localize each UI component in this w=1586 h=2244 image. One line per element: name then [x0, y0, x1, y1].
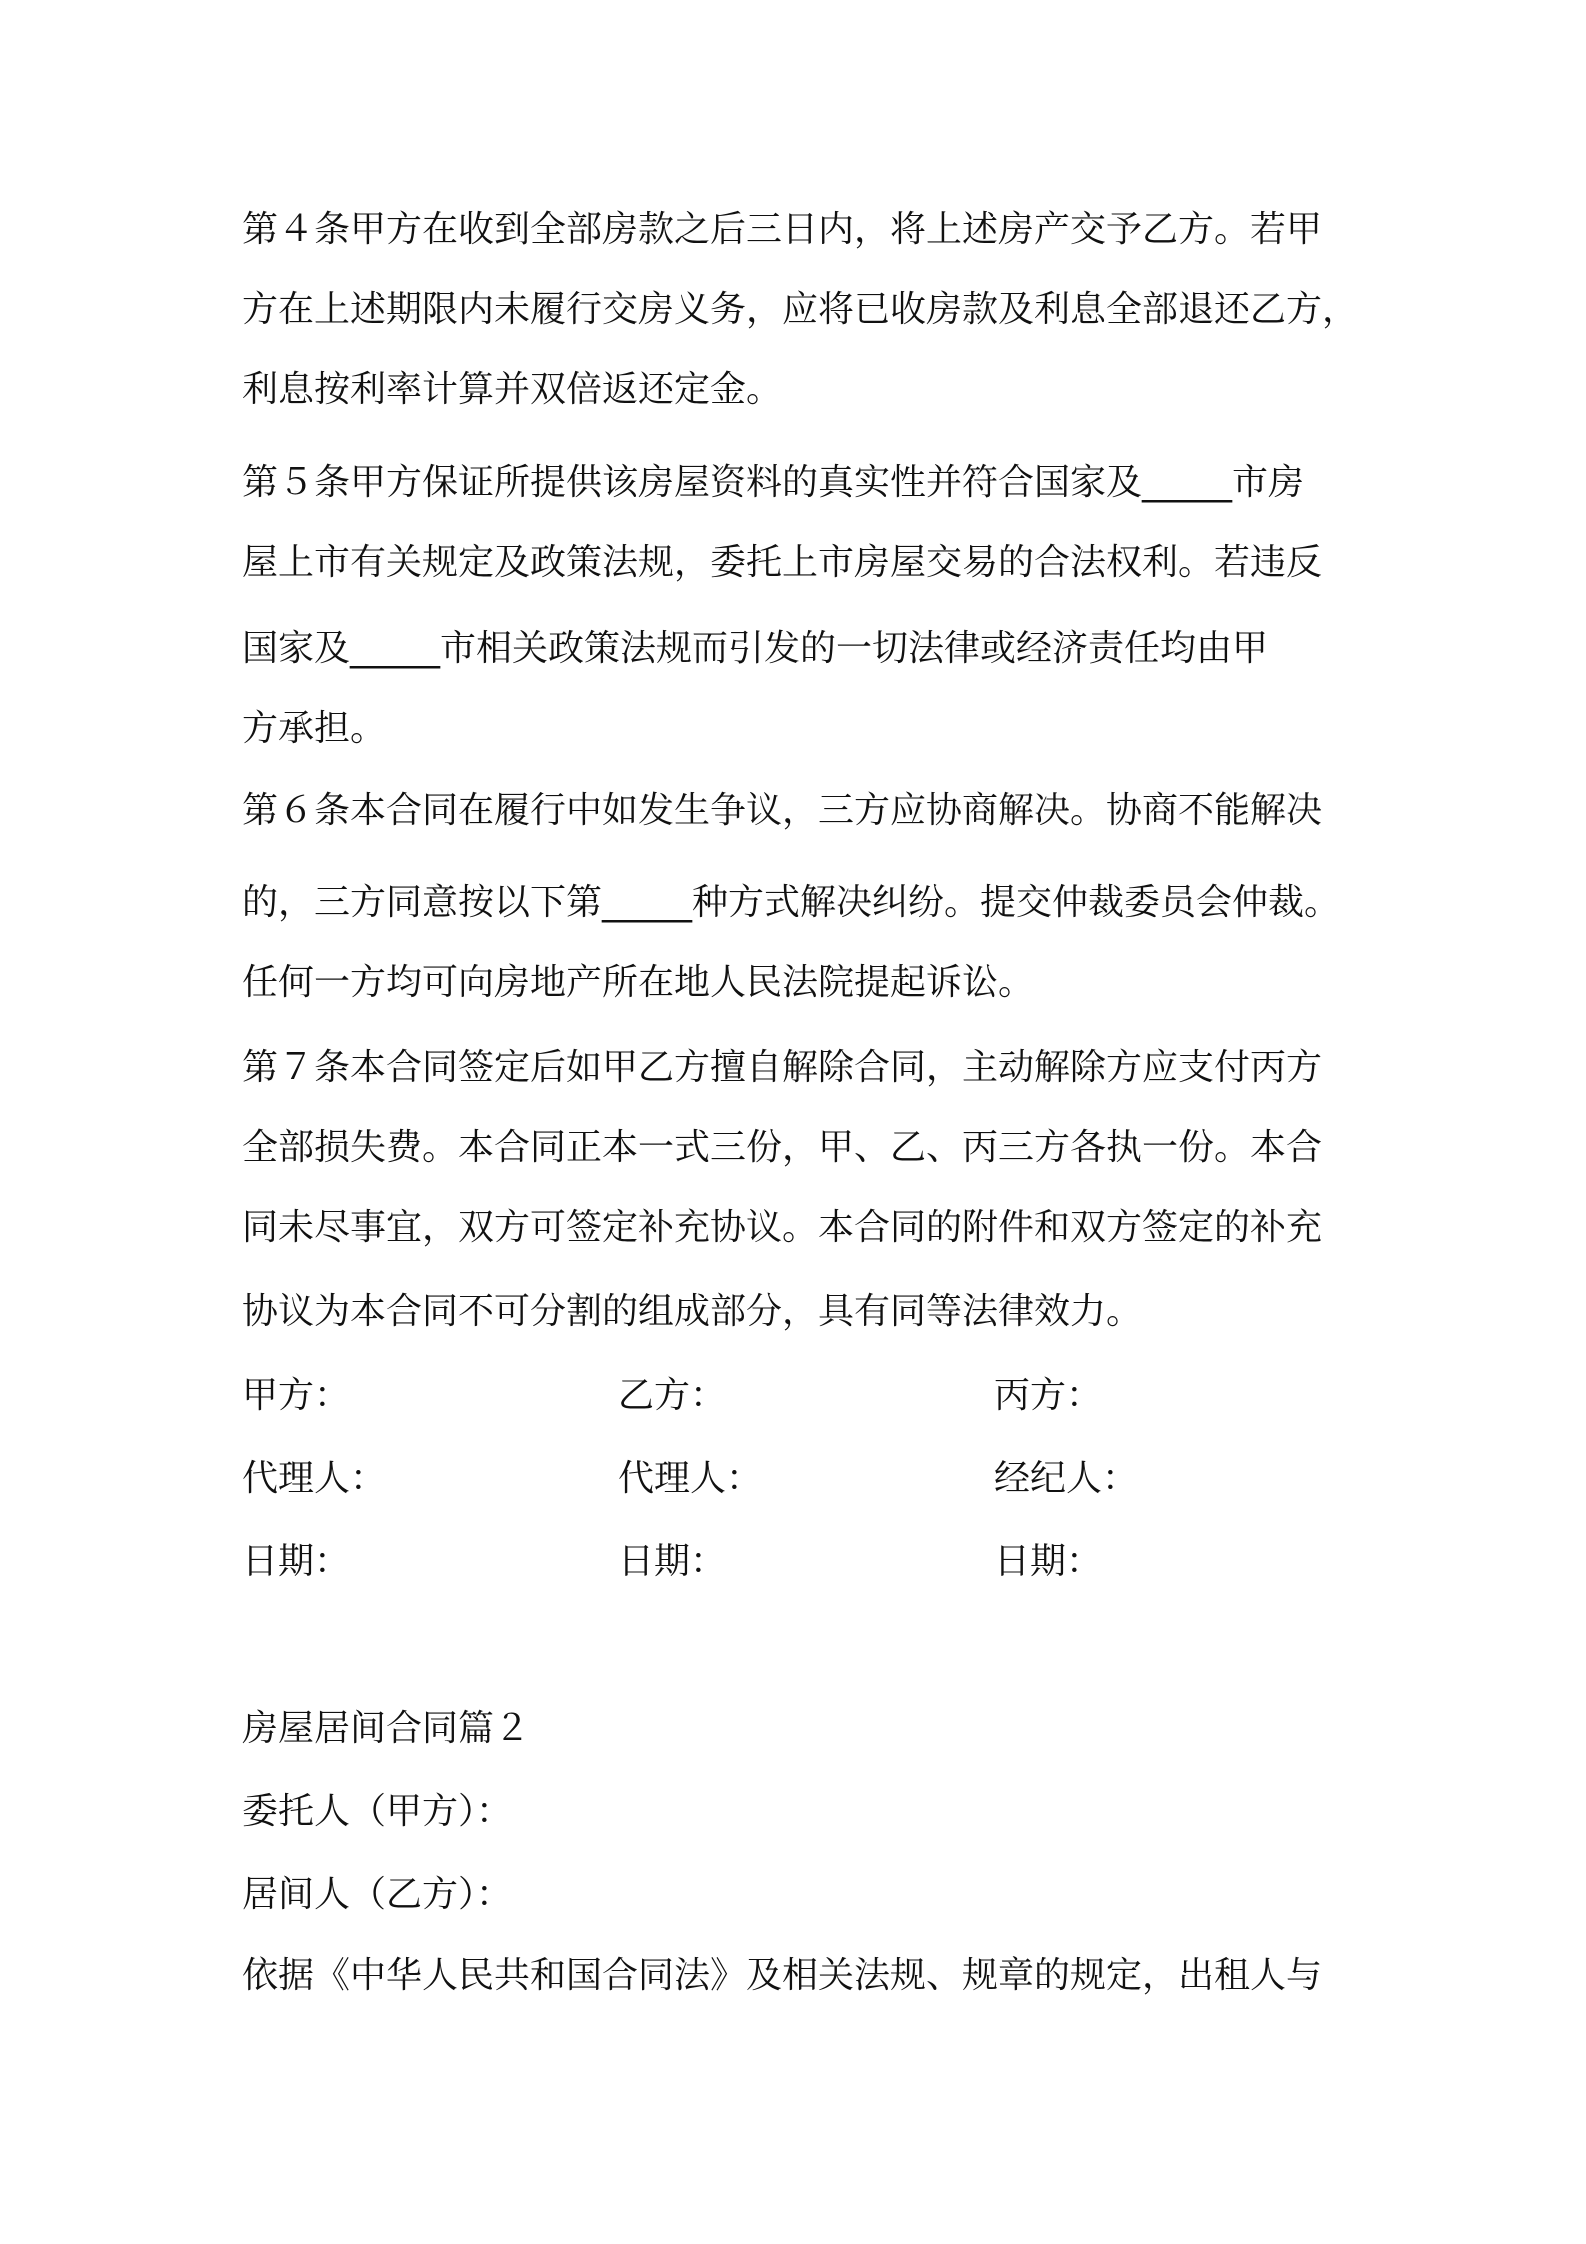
- clause-6-line-3: 任何一方均可向房地产所在地人民法院提起诉讼。: [242, 962, 1035, 1003]
- clause-6-line-2: 的，三方同意按以下第_____种方式解决纠纷。提交仲裁委员会仲裁。: [242, 882, 1341, 923]
- clause-5-line-3: 国家及_____市相关政策法规而引发的一切法律或经济责任均由甲: [242, 628, 1269, 669]
- clause-7-line-2: 全部损失费。本合同正本一式三份，甲、乙、丙三方各执一份。本合: [242, 1127, 1323, 1168]
- signature-row-party: [242, 1372, 1362, 1420]
- clause-4-line-1: 第４条甲方在收到全部房款之后三日内，将上述房产交予乙方。若甲: [242, 209, 1323, 250]
- principal-label: 委托人（甲方）：: [242, 1791, 513, 1832]
- intermediary-label: 居间人（乙方）：: [242, 1874, 513, 1915]
- section-2-intro: 依据《中华人民共和国合同法》及相关法规、规章的规定，出租人与: [242, 1955, 1323, 1996]
- party-a-date-label: 日期：: [242, 1541, 351, 1582]
- broker-label: 经纪人：: [994, 1458, 1139, 1499]
- clause-5-line-4: 方承担。: [242, 708, 387, 749]
- clause-4-line-3: 利息按利率计算并双倍返还定金。: [242, 369, 783, 410]
- section-2-title: 房屋居间合同篇２: [242, 1708, 531, 1749]
- clause-4-line-2: 方在上述期限内未履行交房义务，应将已收房款及利息全部退还乙方，: [242, 289, 1359, 330]
- party-b-agent-label: 代理人：: [618, 1458, 763, 1499]
- clause-5-line-2: 屋上市有关规定及政策法规，委托上市房屋交易的合法权利。若违反: [242, 542, 1323, 583]
- party-c-date-label: 日期：: [994, 1541, 1103, 1582]
- clause-6-line-1: 第６条本合同在履行中如发生争议，三方应协商解决。协商不能解决: [242, 790, 1323, 831]
- clause-5-line-1: 第５条甲方保证所提供该房屋资料的真实性并符合国家及_____市房: [242, 462, 1305, 503]
- clause-7-line-3: 同未尽事宜，双方可签定补充协议。本合同的附件和双方签定的补充: [242, 1207, 1323, 1248]
- signature-row-agent: [242, 1455, 1362, 1503]
- party-b-label: 乙方：: [618, 1375, 727, 1416]
- party-c-label: 丙方：: [994, 1375, 1103, 1416]
- clause-7-line-4: 协议为本合同不可分割的组成部分，具有同等法律效力。: [242, 1291, 1143, 1332]
- party-a-label: 甲方：: [242, 1375, 351, 1416]
- clause-7-line-1: 第７条本合同签定后如甲乙方擅自解除合同，主动解除方应支付丙方: [242, 1047, 1323, 1088]
- party-a-agent-label: 代理人：: [242, 1458, 387, 1499]
- party-b-date-label: 日期：: [618, 1541, 727, 1582]
- signature-row-date: [242, 1538, 1362, 1586]
